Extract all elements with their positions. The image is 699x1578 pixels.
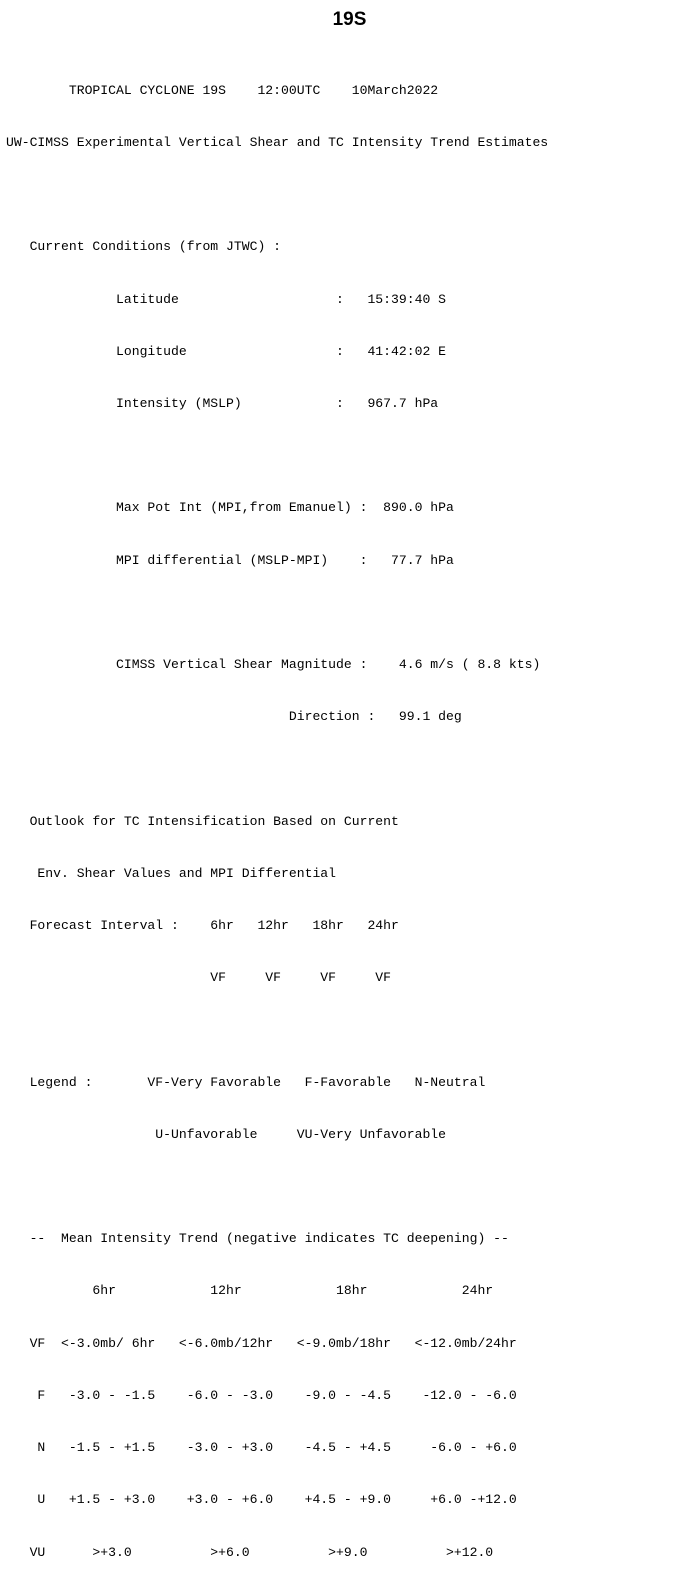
report-line-legend-2: U-Unfavorable VU-Very Unfavorable: [6, 1126, 447, 1142]
report-line-header: TROPICAL CYCLONE 19S 12:00UTC 10March2022: [6, 82, 439, 98]
report-line-trend-u: U +1.5 - +3.0 +3.0 - +6.0 +4.5 - +9.0 +6.0 -+12.0: [6, 1492, 517, 1508]
report-line-blank: [6, 604, 548, 621]
report-line-trend-vu: VU >+3.0 >+6.0 >+9.0 >+12.0: [6, 1544, 494, 1560]
report-line-forecast-interval: Forecast Interval : 6hr 12hr 18hr 24hr: [6, 918, 399, 934]
report-line-latitude: Latitude : 15:39:40 S: [6, 291, 447, 307]
report-line-legend-1: Legend : VF-Very Favorable F-Favorable N-Neutral: [6, 1074, 486, 1090]
report-line-outlook-basis: Env. Shear Values and MPI Differential: [6, 865, 337, 881]
report-line-blank: [6, 1021, 548, 1038]
report-line-shear-magnitude: CIMSS Vertical Shear Magnitude : 4.6 m/s ( 8.8 kts): [6, 657, 541, 673]
report-line-trend-vf: VF <-3.0mb/ 6hr <-6.0mb/12hr <-9.0mb/18hr <-12.0mb/24hr: [6, 1335, 517, 1351]
report-line-trend-n: N -1.5 - +1.5 -3.0 - +3.0 -4.5 - +4.5 -6.0 - +6.0: [6, 1440, 517, 1456]
report-line-forecast-values: VF VF VF VF: [6, 970, 392, 986]
report-line-blank: [6, 186, 548, 203]
report-line-intensity: Intensity (MSLP) : 967.7 hPa: [6, 396, 439, 412]
report-line-trend-header: 6hr 12hr 18hr 24hr: [6, 1283, 494, 1299]
shear-report-text: [6, 47, 548, 1578]
report-line-subtitle: UW-CIMSS Experimental Vertical Shear and TC Intensity Trend Estimates: [6, 135, 549, 151]
report-line-blank: [6, 760, 548, 777]
report-line-shear-direction: Direction : 99.1 deg: [6, 709, 462, 725]
report-line-outlook: Outlook for TC Intensification Based on Current: [6, 813, 399, 829]
report-line-blank: [6, 447, 548, 464]
report-line-trend-f: F -3.0 - -1.5 -6.0 - -3.0 -9.0 - -4.5 -12.0 - -6.0: [6, 1387, 517, 1403]
report-line-blank: [6, 1178, 548, 1195]
report-line-longitude: Longitude : 41:42:02 E: [6, 343, 447, 359]
report-line-trend-title: -- Mean Intensity Trend (negative indicates TC deepening) --: [6, 1231, 509, 1247]
page-title: 19S: [332, 9, 367, 30]
report-line-mpi: Max Pot Int (MPI,from Emanuel) : 890.0 hPa: [6, 500, 454, 516]
report-line-current-conditions: Current Conditions (from JTWC) :: [6, 239, 282, 255]
report-line-mpi-differential: MPI differential (MSLP-MPI) : 77.7 hPa: [6, 552, 454, 568]
